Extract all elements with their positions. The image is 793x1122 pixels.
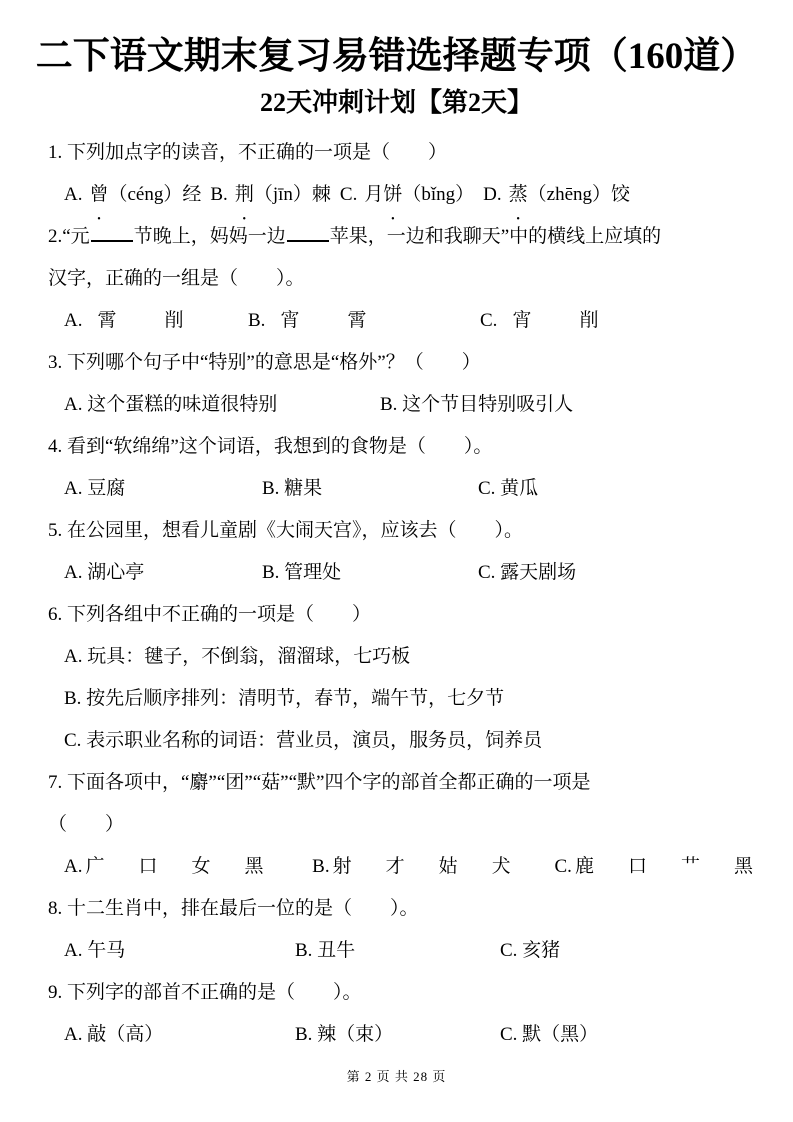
option-c: C. 亥猪: [500, 940, 561, 962]
question-5: [48, 510, 753, 594]
option-label: C.: [339, 184, 358, 206]
question-1-stem: 1. 下列加点字的读音，不正确的一项是（ ）: [48, 142, 448, 164]
question-8-stem: 8. 十二生肖中，排在最后一位的是（ ）。: [48, 898, 419, 920]
radical-char: 黑: [733, 856, 753, 878]
radical-char: 姑: [438, 856, 458, 878]
option-a: A. 豆腐: [64, 478, 126, 500]
radical-char: 射: [332, 856, 352, 878]
question-2-options: [48, 300, 753, 342]
question-7-options: [48, 846, 753, 888]
option-label: A.: [64, 310, 83, 332]
question-6: [48, 594, 753, 762]
question-6-stem: 6. 下列各组中不正确的一项是（ ）: [48, 604, 372, 626]
option-c: [555, 846, 754, 888]
stem-text: 节晚上，妈妈一边: [133, 226, 286, 248]
question-4: [48, 426, 753, 510]
question-2: [48, 216, 753, 342]
question-2-stem-line2: 汉字，正确的一组是（ ）。: [48, 268, 305, 290]
question-3: [48, 342, 753, 426]
radical-char: 口: [627, 856, 647, 878]
page-subtitle: 22天冲刺计划【第2天】: [259, 88, 533, 118]
blank-underline: [287, 223, 329, 242]
blank-underline: [91, 223, 133, 242]
question-3-stem: 3. 下列哪个句子中“特别”的意思是“格外”？（ ）: [48, 352, 481, 374]
question-3-options: [48, 384, 753, 426]
option-char: 宵: [280, 310, 300, 332]
stem-text: 苹果，一边和我聊天”中的横线上应填的: [329, 226, 662, 248]
question-8-options: [48, 930, 753, 972]
question-7-stem-line1: 7. 下面各项中，“麝”“团”“菇”“默”四个字的部首全都正确的一项是: [48, 772, 591, 794]
dotted-char: 荆: [234, 184, 254, 206]
option-d: [483, 174, 630, 216]
option-char: 削: [579, 310, 599, 332]
radical-char: 广: [85, 856, 105, 878]
option-label: B.: [210, 184, 228, 206]
option-a: A. 玩具：毽子，不倒翁，溜溜球，七巧板: [64, 646, 411, 668]
option-label: B.: [248, 310, 266, 332]
option-b: B. 丑牛: [295, 940, 356, 962]
question-9-options: [48, 1014, 753, 1056]
option-a: [64, 846, 312, 888]
question-5-options: [48, 552, 753, 594]
option-b: B. 这个节目特别吸引人: [380, 394, 574, 416]
option-label: B.: [312, 856, 330, 878]
page-footer: [0, 1066, 793, 1085]
option-text: （zhēng）饺: [527, 184, 631, 206]
option-char: 霄: [97, 310, 117, 332]
stem-text: 2.“元: [48, 226, 90, 248]
option-b: [210, 174, 331, 216]
option-c: C. 默（黑）: [500, 1024, 599, 1046]
option-b: B. 辣（束）: [295, 1024, 394, 1046]
option-c: C. 表示职业名称的词语：营业员，演员，服务员，饲养员: [64, 730, 543, 752]
option-char: 宵: [512, 310, 532, 332]
option-c: C. 黄瓜: [478, 478, 539, 500]
question-1: [48, 132, 753, 216]
question-9-stem: 9. 下列字的部首不正确的是（ ）。: [48, 982, 362, 1004]
question-8: [48, 888, 753, 972]
radical-char: 犬: [491, 856, 511, 878]
question-4-stem: 4. 看到“软绵绵”这个词语，我想到的食物是（ ）。: [48, 436, 493, 458]
question-5-stem: 5. 在公园里，想看儿童剧《大闹天宫》，应该去（ ）。: [48, 520, 524, 542]
option-label: C.: [554, 856, 572, 878]
option-char: 霄: [347, 310, 367, 332]
radical-char: 艹: [680, 856, 700, 878]
dotted-char: 曾: [89, 184, 109, 206]
questions-area: [0, 120, 793, 1056]
option-text: 月: [364, 184, 384, 206]
option-label: A.: [64, 856, 83, 878]
page-title: 二下语文期末复习易错选择题专项（160道）: [35, 36, 758, 77]
option-label: A.: [64, 184, 83, 206]
option-a: A. 湖心亭: [64, 562, 145, 584]
question-2-stem-line1: [48, 216, 753, 258]
option-label: D.: [483, 184, 502, 206]
option-b: B. 管理处: [262, 562, 342, 584]
option-b: [312, 846, 554, 888]
option-char: 削: [164, 310, 184, 332]
question-9: [48, 972, 753, 1056]
option-c: [480, 300, 598, 342]
option-a: [64, 300, 248, 342]
page-number-info: 第 2 页 共 28 页: [346, 1069, 447, 1084]
option-a: A. 午马: [64, 940, 126, 962]
radical-char: 女: [191, 856, 211, 878]
option-label: C.: [480, 310, 498, 332]
question-4-options: [48, 468, 753, 510]
question-7-stem-line2: （ ）: [48, 814, 125, 836]
dotted-char: 蒸: [508, 184, 528, 206]
dotted-char: 饼: [383, 184, 403, 206]
option-c: C. 露天剧场: [478, 562, 577, 584]
question-1-options: [48, 174, 753, 216]
radical-char: 口: [138, 856, 158, 878]
option-text: （céng）经: [108, 184, 202, 206]
radical-char: 才: [385, 856, 405, 878]
radical-char: 鹿: [574, 856, 594, 878]
option-a: A. 敲（高）: [64, 1024, 164, 1046]
option-text: （jīn）棘: [253, 184, 331, 206]
option-a: [64, 174, 201, 216]
option-text: （bǐng）: [402, 184, 475, 206]
option-c: [340, 174, 474, 216]
radical-char: 黑: [244, 856, 264, 878]
question-7: [48, 762, 753, 888]
option-b: B. 糖果: [262, 478, 323, 500]
option-a: A. 这个蛋糕的味道很特别: [64, 394, 278, 416]
option-b: B. 按先后顺序排列：清明节，春节，端午节，七夕节: [64, 688, 505, 710]
option-b: [248, 300, 480, 342]
